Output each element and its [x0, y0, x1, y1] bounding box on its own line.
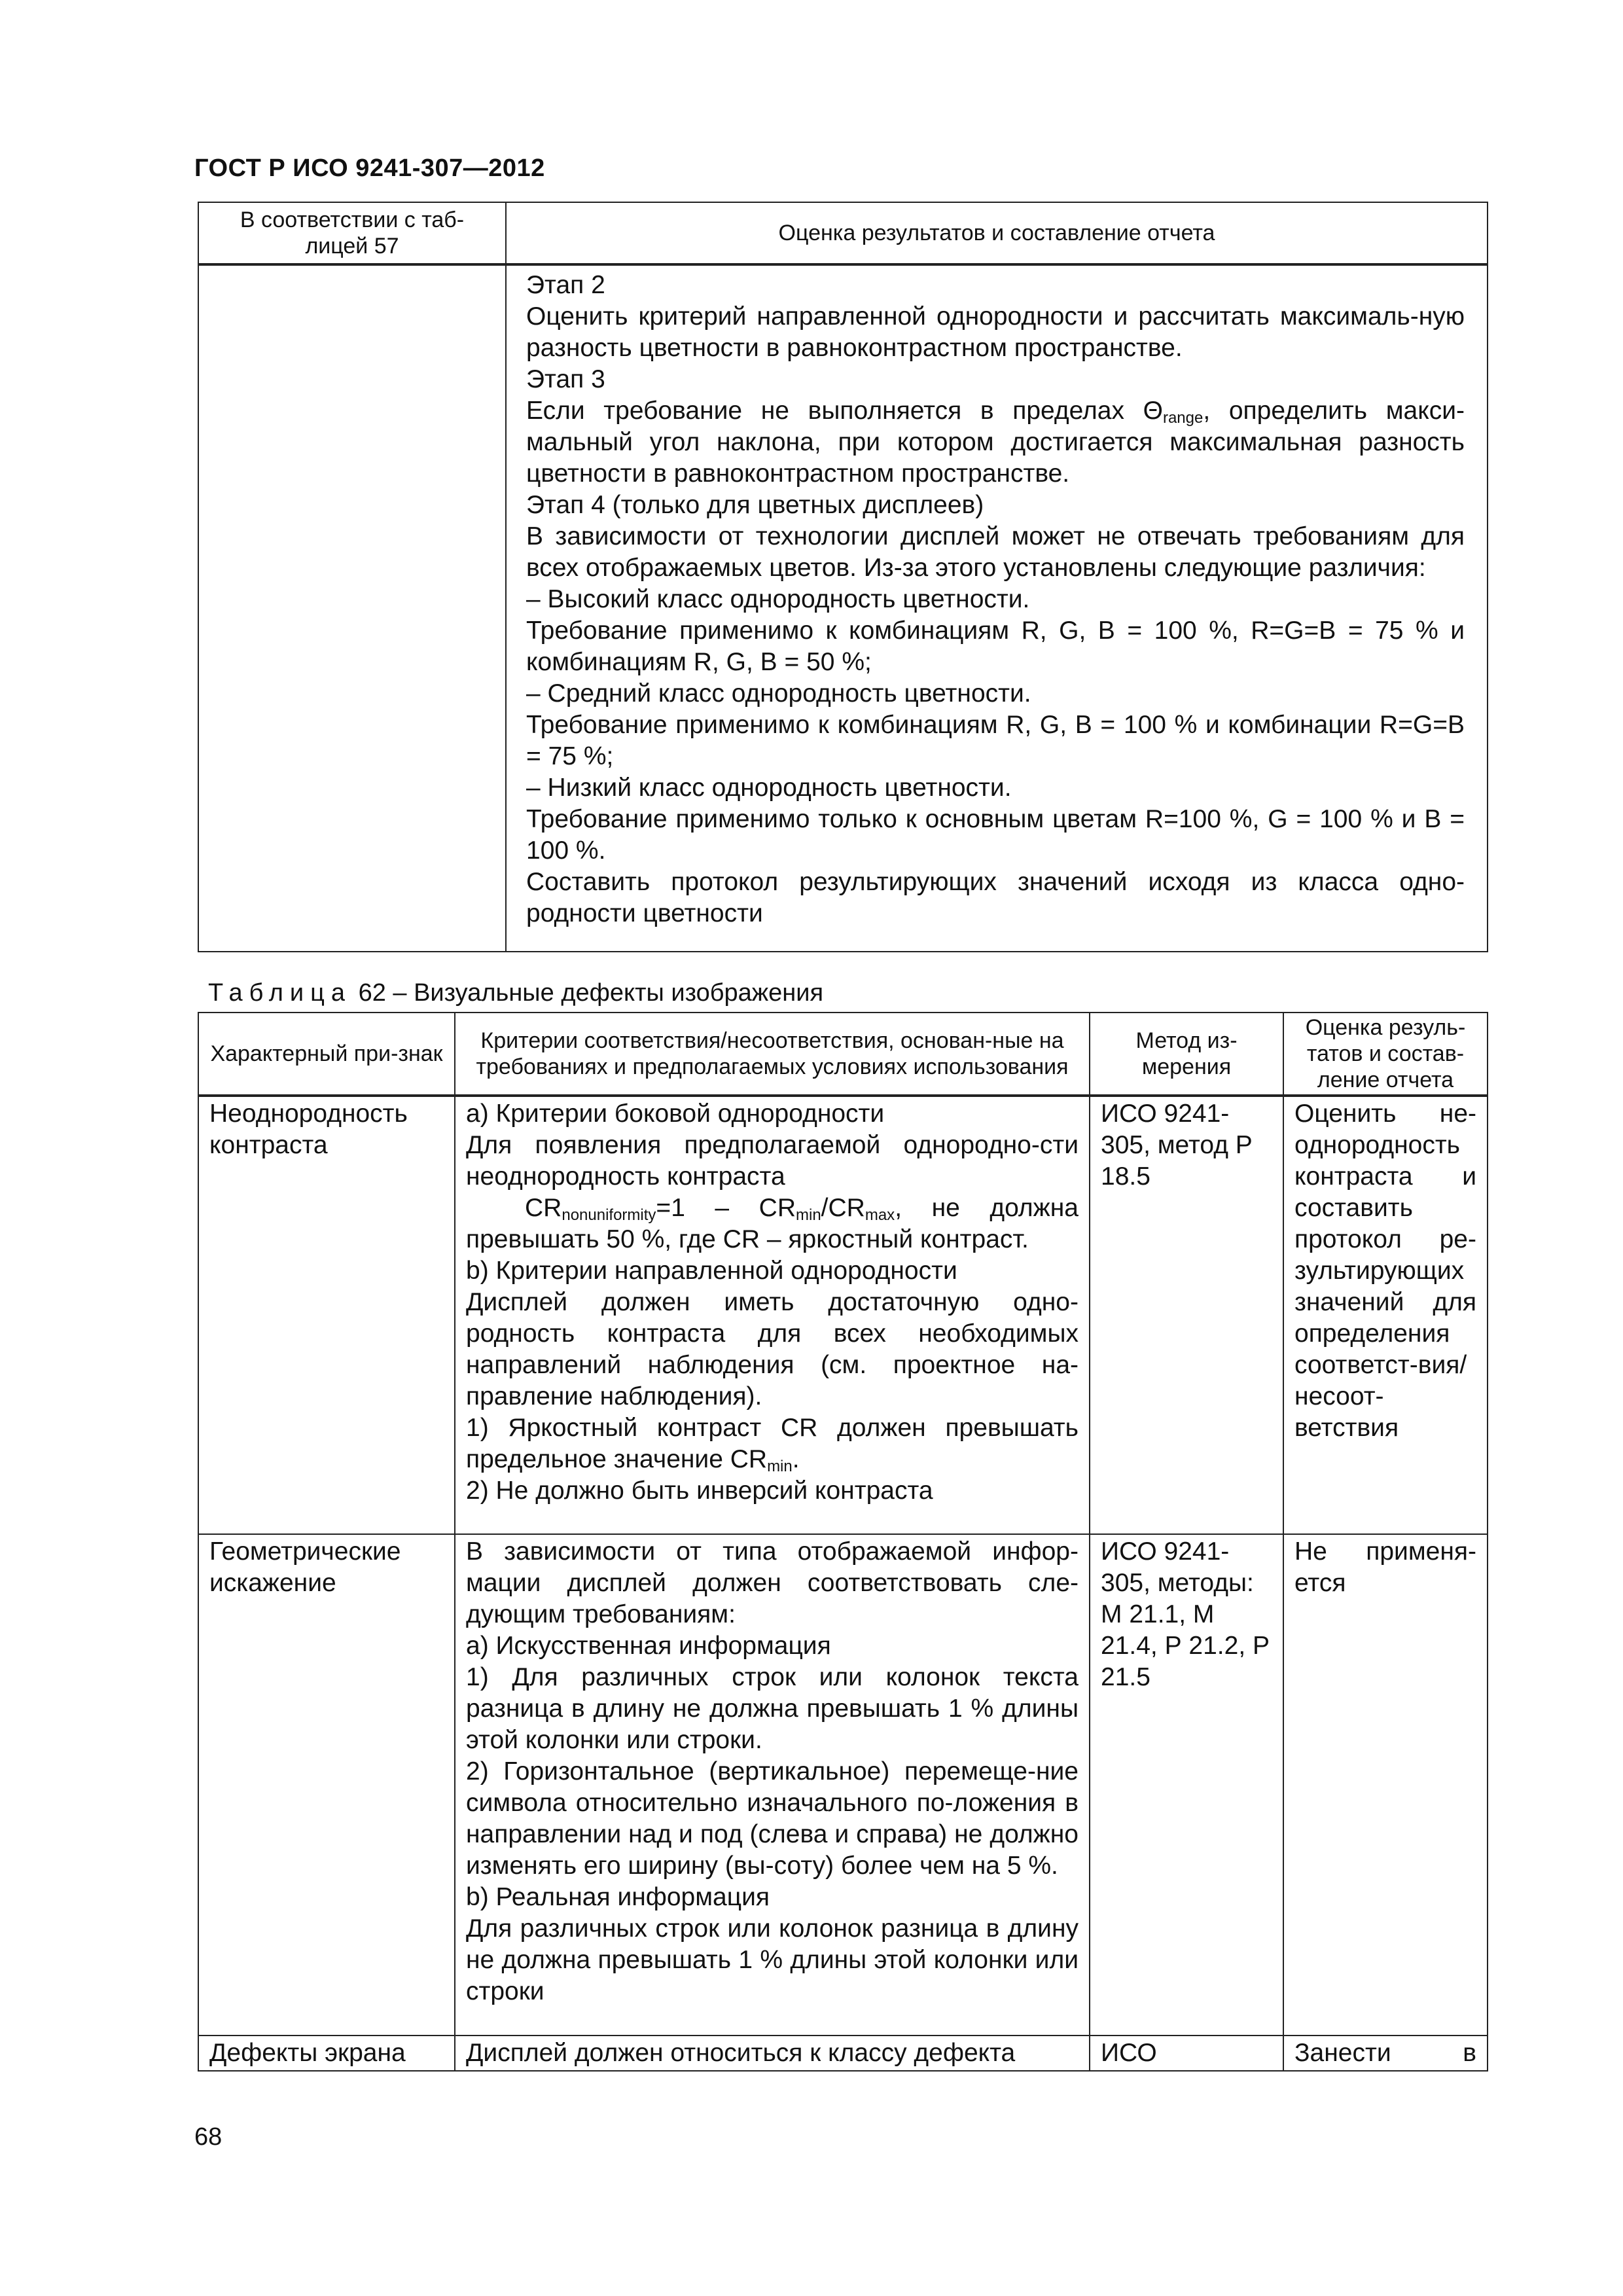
row3-method: ИСО	[1090, 2036, 1283, 2071]
row1-method: ИСО 9241-305, метод Р 18.5	[1090, 1096, 1283, 1534]
row1-evaluation: Оценить не-однородность контраста и составить протокол ре-зультирующих значений для определения соответст-вия/несоот-ветствия	[1283, 1096, 1488, 1534]
criteria-line: В зависимости от типа отображаемой инфор-мации дисплей должен соответствовать сле-дующим требованиям:	[466, 1537, 1079, 1628]
row3-evaluation: Занести в	[1283, 2036, 1488, 2071]
stage-2-title: Этап 2	[526, 271, 605, 299]
row3-feature: Дефекты экрана	[198, 2036, 455, 2071]
table-row	[198, 2036, 1488, 2071]
stage-3-text: Если требование не выполняется в пределах $\Theta_{range}$, определить макси-мальный угол наклона, при котором достигается максимальная разность цветности в равноконтрастном пространстве.	[526, 397, 1465, 488]
medium-class-text: Требование применимо к комбинациям R, G, B = 100 % и комбинации R=G=B = 75 %;	[526, 711, 1465, 770]
continuation-table	[198, 202, 1488, 952]
table-row	[198, 1096, 1488, 1534]
table-row	[198, 1534, 1488, 2036]
page-number: 68	[194, 2123, 223, 2151]
criteria-line: Дисплей должен иметь достаточную одно-родность контраста для всех необходимых направлений наблюдения (см. проектное на-правление наблюдения).	[466, 1288, 1079, 1410]
row2-method: ИСО 9241-305, методы: М 21.1, М 21.4, Р 21.2, Р 21.5	[1090, 1534, 1283, 2036]
criteria-line: 1) Для различных строк или колонок текста разница в длину не должна превышать 1 % длины этой колонки или строки.	[466, 1663, 1079, 1754]
t2-header-feature: Характерный при-знак	[198, 1013, 455, 1096]
criteria-line: a) Искусственная информация	[466, 1632, 831, 1660]
low-class-text: Требование применимо только к основным цветам R=100 %, G = 100 % и B = 100 %.	[526, 805, 1465, 865]
high-class-title: – Высокий класс однородность цветности.	[526, 585, 1030, 613]
row1-criteria	[455, 1096, 1090, 1534]
table-caption-prefix: Таблица	[208, 979, 351, 1007]
t2-header-method: Метод из-мерения	[1090, 1013, 1283, 1096]
criteria-line: Для различных строк или колонок разница в длину не должна превышать 1 % длины этой колонки или строки	[466, 1914, 1079, 2005]
criteria-line: a) Критерии боковой однородности	[466, 1100, 885, 1128]
t2-header-evaluation: Оценка резуль-татов и состав-ление отчета	[1283, 1013, 1488, 1096]
t1-empty-cell	[198, 264, 506, 952]
criteria-formula-line: $CR_{nonuniformity}=1 - CR_{min}/CR_{max}$, не должна превышать 50 %, где CR – яркостный контраст.	[466, 1194, 1079, 1253]
criteria-line: b) Критерии направленной однородности	[466, 1257, 957, 1285]
low-class-title: – Низкий класс однородность цветности.	[526, 774, 1012, 802]
high-class-text: Требование применимо к комбинациям R, G, B = 100 %, R=G=B = 75 % и комбинациям R, G, B = 50 %;	[526, 617, 1465, 676]
row2-feature: Геометрические искажение	[198, 1534, 455, 2036]
table-caption-title: 62 – Визуальные дефекты изображения	[358, 979, 824, 1007]
medium-class-title: – Средний класс однородность цветности.	[526, 679, 1031, 708]
visual-defects-table	[198, 1012, 1488, 2072]
criteria-line: Для появления предполагаемой однородно-сти неоднородность контраста	[466, 1131, 1079, 1191]
row2-evaluation: Не применя-ется	[1283, 1534, 1488, 2036]
stage-4-title: Этап 4 (только для цветных дисплеев)	[526, 491, 984, 519]
t2-header-criteria: Критерии соответствия/несоответствия, основан-ные на требованиях и предполагаемых условиях использования	[455, 1013, 1090, 1096]
row1-feature: Неоднородность контраста	[198, 1096, 455, 1534]
row3-criteria: Дисплей должен относиться к классу дефекта	[455, 2036, 1090, 2071]
criteria-line: 2) Не должно быть инверсий контраста	[466, 1477, 933, 1505]
stage-3-title: Этап 3	[526, 365, 605, 393]
t1-evaluation-cell	[506, 264, 1488, 952]
stage-4-text: В зависимости от технологии дисплей может не отвечать требованиям для всех отображаемых цветов. Из-за этого установлены следующие различия:	[526, 522, 1465, 582]
stage-2-text: Оценить критерий направленной однородности и рассчитать максималь-ную разность цветности в равноконтрастном пространстве.	[526, 302, 1465, 362]
table-caption	[208, 979, 823, 1007]
protocol-text: Составить протокол результирующих значений исходя из класса одно-родности цветности	[526, 868, 1465, 927]
row2-criteria	[455, 1534, 1090, 2036]
document-header: ГОСТ Р ИСО 9241-307—2012	[194, 154, 545, 182]
criteria-line: b) Реальная информация	[466, 1883, 770, 1911]
criteria-line: 2) Горизонтальное (вертикальное) перемеще-ние символа относительно изначального по-ложения в направлении над и под (слева и справа) не должно изменять его ширину (вы-соту) более чем на 5 %.	[466, 1757, 1079, 1880]
t1-col2-header: Оценка результатов и составление отчета	[506, 202, 1488, 264]
criteria-line: 1) Яркостный контраст CR должен превышать предельное значение $CR_{min}$.	[466, 1414, 1079, 1475]
t1-col1-header: В соответствии с таб- лицей 57	[198, 202, 506, 264]
